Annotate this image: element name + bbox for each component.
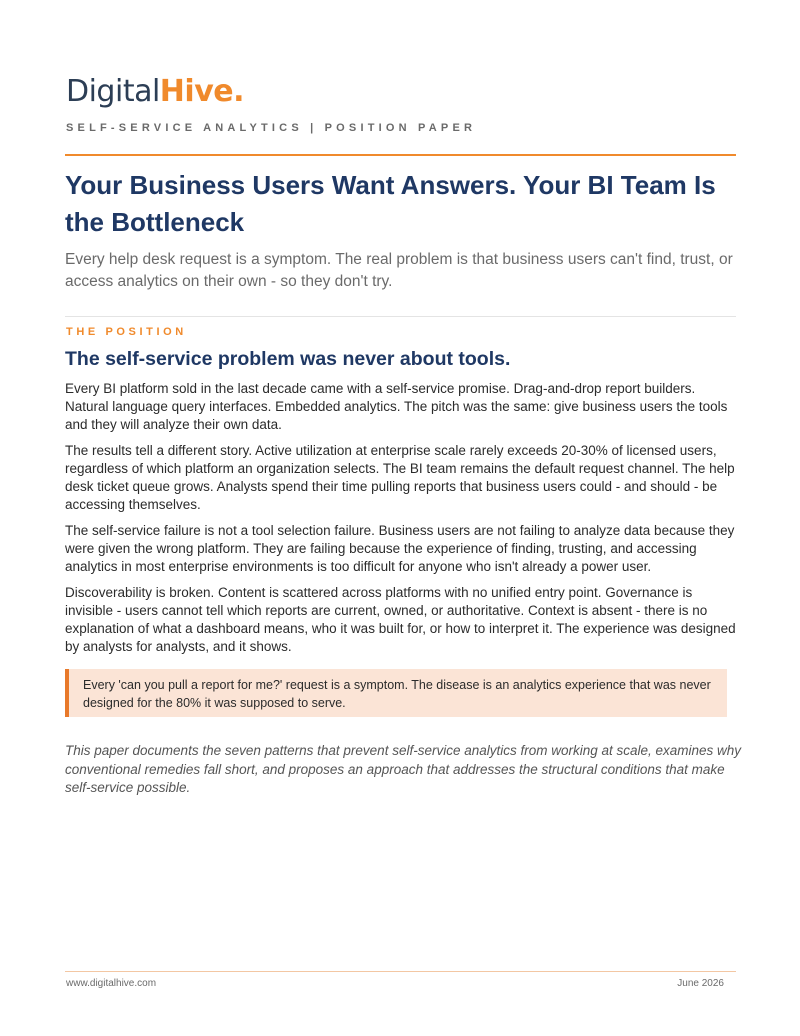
closing-paragraph: This paper documents the seven patterns that prevent self-service analytics from working at scale, examines why conventional remedies fall short, and proposes an approach that addresses the structural conditions that make self-service possible.	[65, 743, 742, 795]
logo-digital: Digital	[66, 74, 160, 109]
document-kicker: SELF-SERVICE ANALYTICS | POSITION PAPER	[66, 122, 477, 134]
section-body	[65, 380, 740, 664]
footer-date: June 2026	[677, 978, 724, 989]
section-label: THE POSITION	[66, 326, 187, 338]
footer-url: www.digitalhive.com	[66, 978, 157, 989]
header-divider	[65, 154, 736, 156]
body-paragraph: Every BI platform sold in the last decade came with a self-service promise. Drag-and-drop report builders. Natural language query interfaces. Embedded analytics. The pitch was the same: give business users the tools and they will analyze their own data.	[65, 381, 728, 432]
page-lede: Every help desk request is a symptom. The real problem is that business users can't find, trust, or access analytics on their own - so they don't try.	[65, 251, 733, 290]
footer-divider	[65, 971, 736, 972]
section-divider	[65, 316, 736, 317]
page-title: Your Business Users Want Answers. Your BI Team Is the Bottleneck	[65, 170, 716, 237]
body-paragraph: The results tell a different story. Active utilization at enterprise scale rarely exceeds 20-30% of licensed users, regardless of which platform an organization selects. The BI team remains the default request channel. The help desk ticket queue grows. Analysts spend their time pulling reports that business users could - and should - be accessing themselves.	[65, 443, 735, 512]
callout-quote: Every 'can you pull a report for me?' request is a symptom. The disease is an analytics experience that was never designed for the 80% it was supposed to serve.	[65, 669, 727, 717]
section-heading: The self-service problem was never about tools.	[65, 348, 511, 370]
logo-hive: Hive.	[159, 74, 244, 109]
body-paragraph: Discoverability is broken. Content is scattered across platforms with no unified entry point. Governance is invisible - users cannot tell which reports are current, owned, or authoritative. Context is absent - there is no explanation of what a dashboard means, who it was built for, or how to interpret it. The experience was designed by analysts for analysts, and it shows.	[65, 585, 736, 654]
body-paragraph: The self-service failure is not a tool selection failure. Business users are not failing to analyze data because they were given the wrong platform. They are failing because the experience of finding, trusting, and accessing analytics in most enterprise environments is too difficult for anyone who isn't already a power user.	[65, 523, 735, 574]
digitalhive-logo	[66, 72, 244, 112]
